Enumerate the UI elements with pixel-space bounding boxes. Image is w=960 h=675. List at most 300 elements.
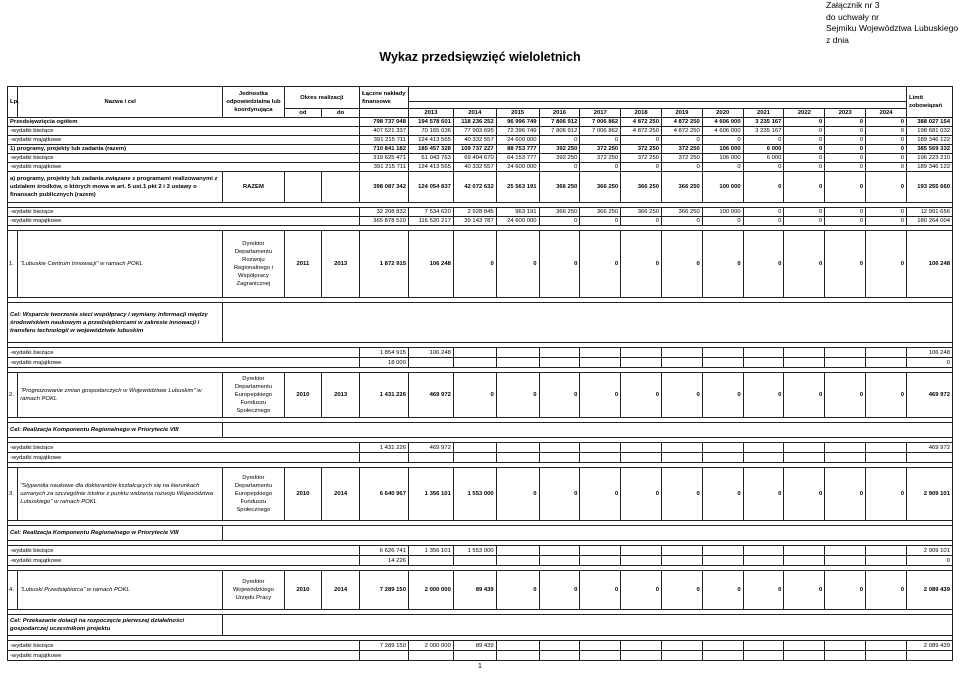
value-cell <box>360 651 409 661</box>
value-cell <box>621 556 662 566</box>
value-cell: 0 <box>784 231 825 298</box>
value-cell: 2 000 000 <box>408 571 453 610</box>
row-label: -wydatki bieżące <box>8 546 360 556</box>
header-year: 2013 <box>408 109 453 118</box>
row-label: Przedsięwzięcia ogółem <box>8 118 360 127</box>
header-year: 2015 <box>496 109 539 118</box>
value-cell <box>580 556 621 566</box>
value-cell: 7 006 862 <box>580 127 621 136</box>
value-cell: 0 <box>496 231 539 298</box>
value-cell: 77 903 695 <box>453 127 496 136</box>
value-cell: 0 <box>866 145 907 154</box>
value-cell: 24 600 000 <box>496 217 539 226</box>
value-cell: 2 909 101 <box>907 546 953 556</box>
annex-header <box>826 0 958 46</box>
value-cell: 0 <box>743 571 784 610</box>
value-cell: 1 872 915 <box>360 231 409 298</box>
value-cell: 319 625 471 <box>360 154 409 163</box>
value-cell <box>825 546 866 556</box>
value-cell: 0 <box>866 127 907 136</box>
value-cell <box>539 453 580 463</box>
value-cell <box>702 443 743 453</box>
value-cell: 366 250 <box>662 208 703 217</box>
value-cell: 106 248 <box>408 348 453 358</box>
value-cell: 0 <box>496 571 539 610</box>
value-cell <box>453 348 496 358</box>
value-cell: 0 <box>621 136 662 145</box>
value-cell: 372 250 <box>662 145 703 154</box>
value-cell: 372 250 <box>621 145 662 154</box>
value-cell <box>784 641 825 651</box>
value-cell <box>662 546 703 556</box>
project-unit: Dyrektor Departamentu Europejskiego Funduszu Społecznego <box>223 468 284 521</box>
value-cell: 2 089 439 <box>907 571 953 610</box>
header-year: 2016 <box>539 109 580 118</box>
value-cell: 124 413 565 <box>408 136 453 145</box>
value-cell <box>539 546 580 556</box>
value-cell <box>453 358 496 368</box>
value-cell: 0 <box>866 571 907 610</box>
value-cell <box>621 443 662 453</box>
value-cell <box>743 443 784 453</box>
value-cell: 3 235 167 <box>743 127 784 136</box>
project-number: 1. <box>8 231 18 298</box>
value-cell <box>702 641 743 651</box>
value-cell: 0 <box>702 136 743 145</box>
annex-line: z dnia <box>826 34 849 45</box>
value-cell: 0 <box>580 468 621 521</box>
value-cell: 2 928 845 <box>453 208 496 217</box>
value-cell <box>496 641 539 651</box>
value-cell: 7 534 620 <box>408 208 453 217</box>
value-cell: 124 413 565 <box>408 163 453 172</box>
goal-spacer <box>223 303 953 343</box>
header-spacer <box>408 87 906 102</box>
project-name: "Prognozowanie zmian gospodarczych w Województwie Lubuskim" w ramach POKL <box>18 373 223 418</box>
value-cell: 0 <box>866 172 907 203</box>
row-label: -wydatki bieżące <box>8 154 360 163</box>
group-row <box>8 172 953 203</box>
value-cell: 0 <box>621 571 662 610</box>
value-cell: 0 <box>784 163 825 172</box>
project-goal: Cel: Wsparcie tworzenia sieci współpracy i wymiany informacji między środowiskiem naukowym a przedsiębiorcami w zakresie innowacji i transferu technologii w województwie lubuskim <box>8 303 223 343</box>
value-cell: 18 000 <box>360 358 409 368</box>
value-cell: 398 087 342 <box>360 172 409 203</box>
project-do: 2013 <box>322 373 360 418</box>
value-cell: 0 <box>825 127 866 136</box>
value-cell <box>743 453 784 463</box>
goal-spacer <box>223 423 953 438</box>
value-cell <box>662 358 703 368</box>
value-cell: 69 404 670 <box>453 154 496 163</box>
value-cell <box>580 443 621 453</box>
value-cell: 372 250 <box>662 154 703 163</box>
value-cell: 193 255 660 <box>907 172 953 203</box>
value-cell: 0 <box>866 136 907 145</box>
project-od: 2010 <box>284 571 322 610</box>
project-detail-row <box>8 556 953 566</box>
value-cell: 0 <box>866 468 907 521</box>
value-cell <box>662 348 703 358</box>
value-cell <box>784 546 825 556</box>
annex-line: Załącznik nr 3 <box>826 0 880 10</box>
value-cell <box>621 651 662 661</box>
project-goal-row <box>8 423 953 438</box>
value-cell <box>907 651 953 661</box>
value-cell: 40 332 557 <box>453 163 496 172</box>
value-cell <box>496 556 539 566</box>
value-cell: 0 <box>580 571 621 610</box>
value-cell <box>825 453 866 463</box>
value-cell <box>621 358 662 368</box>
value-cell <box>702 651 743 661</box>
summary-row <box>8 154 953 163</box>
value-cell: 106 248 <box>907 348 953 358</box>
value-cell <box>408 651 453 661</box>
value-cell <box>825 556 866 566</box>
value-cell <box>496 348 539 358</box>
value-cell: 0 <box>784 217 825 226</box>
value-cell: 0 <box>539 163 580 172</box>
value-cell: 4 606 000 <box>702 118 743 127</box>
group-label: a) programy, projekty lub zadania związane z programami realizowanymi z udziałem środków, o których mowa w art. 5 ust.1 pkt 2 i 3 ustawy o finansach publicznych (razem) <box>8 172 223 203</box>
value-cell <box>825 443 866 453</box>
row-label: -wydatki majątkowe <box>8 358 360 368</box>
value-cell: 0 <box>825 217 866 226</box>
value-cell: 0 <box>702 571 743 610</box>
project-detail-row <box>8 546 953 556</box>
summary-row <box>8 127 953 136</box>
value-cell: 14 226 <box>360 556 409 566</box>
value-cell: 710 841 182 <box>360 145 409 154</box>
value-cell <box>743 641 784 651</box>
project-detail-row <box>8 358 953 368</box>
value-cell: 0 <box>825 468 866 521</box>
project-row <box>8 231 953 298</box>
goal-spacer <box>223 526 953 541</box>
value-cell: 388 027 154 <box>907 118 953 127</box>
value-cell: 366 250 <box>621 172 662 203</box>
value-cell: 469 972 <box>907 443 953 453</box>
value-cell <box>784 358 825 368</box>
row-label: -wydatki majątkowe <box>8 136 360 145</box>
summary-row <box>8 118 953 127</box>
row-label: -wydatki bieżące <box>8 208 360 217</box>
header-year: 2014 <box>453 109 496 118</box>
value-cell <box>866 453 907 463</box>
value-cell: 106 248 <box>907 231 953 298</box>
summary-row <box>8 163 953 172</box>
value-cell: 0 <box>825 145 866 154</box>
value-cell: 0 <box>580 231 621 298</box>
value-cell <box>496 651 539 661</box>
value-cell: 0 <box>784 118 825 127</box>
header-year: 2024 <box>866 109 907 118</box>
header-year: 2020 <box>702 109 743 118</box>
value-cell: 0 <box>743 172 784 203</box>
header-period: Okres realizacji <box>284 87 360 109</box>
value-cell: 12 991 656 <box>907 208 953 217</box>
value-cell <box>580 546 621 556</box>
value-cell: 372 250 <box>580 154 621 163</box>
value-cell <box>496 453 539 463</box>
value-cell: 0 <box>662 217 703 226</box>
value-cell <box>866 546 907 556</box>
value-cell <box>539 641 580 651</box>
value-cell: 198 681 032 <box>907 127 953 136</box>
value-cell: 963 191 <box>496 208 539 217</box>
value-cell <box>866 348 907 358</box>
value-cell: 185 457 328 <box>408 145 453 154</box>
value-cell <box>662 641 703 651</box>
project-do: 2013 <box>322 231 360 298</box>
goal-spacer <box>223 615 953 636</box>
value-cell: 469 972 <box>907 373 953 418</box>
value-cell: 1 356 101 <box>408 468 453 521</box>
header-lp: Lp. <box>8 87 18 118</box>
value-cell: 1 356 101 <box>408 546 453 556</box>
value-cell: 0 <box>539 468 580 521</box>
value-cell: 0 <box>784 468 825 521</box>
row-label: -wydatki majątkowe <box>8 217 360 226</box>
project-goal: Cel: Przekazanie dotacji na rozpoczęcie pierwszej działalności gospodarczej uczestnikom projektu <box>8 615 223 636</box>
value-cell <box>743 546 784 556</box>
value-cell: 0 <box>866 373 907 418</box>
value-cell: 4 606 000 <box>702 127 743 136</box>
header-total-sub <box>360 109 409 118</box>
value-cell <box>662 651 703 661</box>
value-cell: 40 332 557 <box>453 136 496 145</box>
value-cell: 0 <box>539 373 580 418</box>
value-cell <box>702 348 743 358</box>
value-cell: 372 250 <box>580 145 621 154</box>
value-cell: 0 <box>453 373 496 418</box>
value-cell <box>408 453 453 463</box>
group-od <box>284 172 322 203</box>
header-spacer <box>408 102 906 109</box>
value-cell <box>580 641 621 651</box>
project-unit: Dyrektor Departamentu Europejskiego Funduszu Społecznego <box>223 373 284 418</box>
project-detail-row <box>8 651 953 661</box>
value-cell: 1 854 915 <box>360 348 409 358</box>
value-cell: 0 <box>743 136 784 145</box>
value-cell: 0 <box>453 231 496 298</box>
value-cell <box>825 641 866 651</box>
value-cell <box>453 651 496 661</box>
value-cell <box>702 358 743 368</box>
project-row <box>8 468 953 521</box>
summary-row <box>8 145 953 154</box>
value-cell <box>408 358 453 368</box>
value-cell: 189 346 122 <box>907 136 953 145</box>
value-cell: 0 <box>825 231 866 298</box>
value-cell <box>662 453 703 463</box>
value-cell: 366 250 <box>539 208 580 217</box>
project-name: "Lubuskie Centrum Innowacji" w ramach POKL <box>18 231 223 298</box>
value-cell: 391 215 711 <box>360 163 409 172</box>
value-cell: 4 872 250 <box>621 118 662 127</box>
value-cell <box>580 358 621 368</box>
value-cell <box>743 556 784 566</box>
value-cell: 0 <box>825 172 866 203</box>
header-do: do <box>322 109 360 118</box>
value-cell: 0 <box>866 163 907 172</box>
header-year: 2022 <box>784 109 825 118</box>
value-cell <box>907 453 953 463</box>
project-unit: Dyrektor Wojewódzkiego Urzędu Pracy <box>223 571 284 610</box>
value-cell <box>453 443 496 453</box>
value-cell: 0 <box>621 468 662 521</box>
project-name: "Lubuski Przedsiębiorca" w ramach POKL <box>18 571 223 610</box>
value-cell: 0 <box>825 208 866 217</box>
value-cell <box>539 651 580 661</box>
annex-line: Sejmiku Województwa Lubuskiego <box>826 23 959 33</box>
value-cell <box>784 453 825 463</box>
value-cell <box>539 443 580 453</box>
value-cell <box>496 443 539 453</box>
value-cell <box>496 358 539 368</box>
value-cell <box>539 556 580 566</box>
header-year: 2019 <box>662 109 703 118</box>
value-cell: 96 996 749 <box>496 118 539 127</box>
value-cell: 89 439 <box>453 641 496 651</box>
project-goal: Cel: Realizacja Komponentu Regionalnego w Priorytecie VIII <box>8 526 223 541</box>
row-label: -wydatki majątkowe <box>8 651 360 661</box>
value-cell <box>825 348 866 358</box>
value-cell: 4 872 250 <box>662 118 703 127</box>
group-detail-row <box>8 208 953 217</box>
value-cell: 0 <box>825 118 866 127</box>
value-cell: 118 236 252 <box>453 118 496 127</box>
value-cell: 392 250 <box>539 145 580 154</box>
project-goal: Cel: Realizacja Komponentu Regionalnego w Priorytecie VIII <box>8 423 223 438</box>
value-cell: 0 <box>539 217 580 226</box>
header-year: 2021 <box>743 109 784 118</box>
value-cell: 0 <box>621 217 662 226</box>
value-cell: 0 <box>784 136 825 145</box>
value-cell: 0 <box>662 136 703 145</box>
value-cell <box>866 651 907 661</box>
project-number: 3. <box>8 468 18 521</box>
value-cell: 0 <box>621 163 662 172</box>
project-od: 2011 <box>284 231 322 298</box>
value-cell <box>539 358 580 368</box>
value-cell: 7 006 862 <box>580 118 621 127</box>
value-cell: 0 <box>784 154 825 163</box>
value-cell: 0 <box>539 231 580 298</box>
project-od: 2010 <box>284 468 322 521</box>
group-detail-row <box>8 217 953 226</box>
value-cell: 109 737 227 <box>453 145 496 154</box>
value-cell: 0 <box>866 118 907 127</box>
value-cell <box>702 556 743 566</box>
group-do <box>322 172 360 203</box>
header-year: 2018 <box>621 109 662 118</box>
value-cell: 0 <box>907 556 953 566</box>
value-cell: 469 972 <box>408 443 453 453</box>
value-cell: 0 <box>662 373 703 418</box>
value-cell: 0 <box>743 208 784 217</box>
value-cell: 0 <box>496 468 539 521</box>
value-cell: 4 872 250 <box>662 127 703 136</box>
row-label: -wydatki majątkowe <box>8 163 360 172</box>
value-cell: 0 <box>580 373 621 418</box>
group-unit: RAZEM <box>223 172 284 203</box>
value-cell: 0 <box>662 468 703 521</box>
project-detail-row <box>8 453 953 463</box>
value-cell: 0 <box>866 208 907 217</box>
value-cell: 0 <box>784 208 825 217</box>
value-cell <box>743 651 784 661</box>
value-cell: 0 <box>784 127 825 136</box>
value-cell: 39 143 787 <box>453 217 496 226</box>
value-cell: 124 054 837 <box>408 172 453 203</box>
row-label: -wydatki majątkowe <box>8 453 360 463</box>
document-title: Wykaz przedsięwzięć wieloletnich <box>379 50 581 64</box>
page-number: 1 <box>478 663 482 670</box>
value-cell: 0 <box>702 231 743 298</box>
value-cell <box>408 556 453 566</box>
value-cell: 0 <box>866 217 907 226</box>
header-year: 2017 <box>580 109 621 118</box>
value-cell: 366 250 <box>621 208 662 217</box>
value-cell: 0 <box>743 231 784 298</box>
value-cell: 106 000 <box>702 154 743 163</box>
row-label: 1) programy, projekty lub zadania (razem) <box>8 145 360 154</box>
value-cell: 0 <box>539 571 580 610</box>
value-cell: 106 248 <box>408 231 453 298</box>
value-cell <box>784 443 825 453</box>
value-cell: 7 806 912 <box>539 127 580 136</box>
header-year: 2023 <box>825 109 866 118</box>
value-cell: 32 208 832 <box>360 208 409 217</box>
value-cell <box>825 651 866 661</box>
value-cell: 180 264 004 <box>907 217 953 226</box>
value-cell: 366 250 <box>539 172 580 203</box>
value-cell: 106 000 <box>702 145 743 154</box>
value-cell: 70 165 036 <box>408 127 453 136</box>
value-cell <box>621 641 662 651</box>
project-detail-row <box>8 348 953 358</box>
value-cell: 24 600 000 <box>496 163 539 172</box>
value-cell <box>743 348 784 358</box>
value-cell: 42 072 632 <box>453 172 496 203</box>
value-cell: 7 289 150 <box>360 571 409 610</box>
value-cell: 1 553 000 <box>453 468 496 521</box>
header-limit: Limit zobowiązań <box>907 87 953 118</box>
projects-table <box>7 86 953 661</box>
value-cell: 0 <box>825 373 866 418</box>
row-label: -wydatki bieżące <box>8 641 360 651</box>
value-cell <box>580 651 621 661</box>
project-number: 2. <box>8 373 18 418</box>
value-cell <box>784 348 825 358</box>
project-od: 2010 <box>284 373 322 418</box>
value-cell: 89 439 <box>453 571 496 610</box>
value-cell: 469 972 <box>408 373 453 418</box>
value-cell <box>580 453 621 463</box>
value-cell <box>662 443 703 453</box>
value-cell: 0 <box>784 571 825 610</box>
value-cell: 0 <box>621 231 662 298</box>
row-label: -wydatki bieżące <box>8 348 360 358</box>
value-cell: 6 626 741 <box>360 546 409 556</box>
value-cell: 0 <box>825 571 866 610</box>
value-cell: 0 <box>702 373 743 418</box>
value-cell: 0 <box>662 231 703 298</box>
value-cell: 0 <box>784 145 825 154</box>
project-goal-row <box>8 303 953 343</box>
